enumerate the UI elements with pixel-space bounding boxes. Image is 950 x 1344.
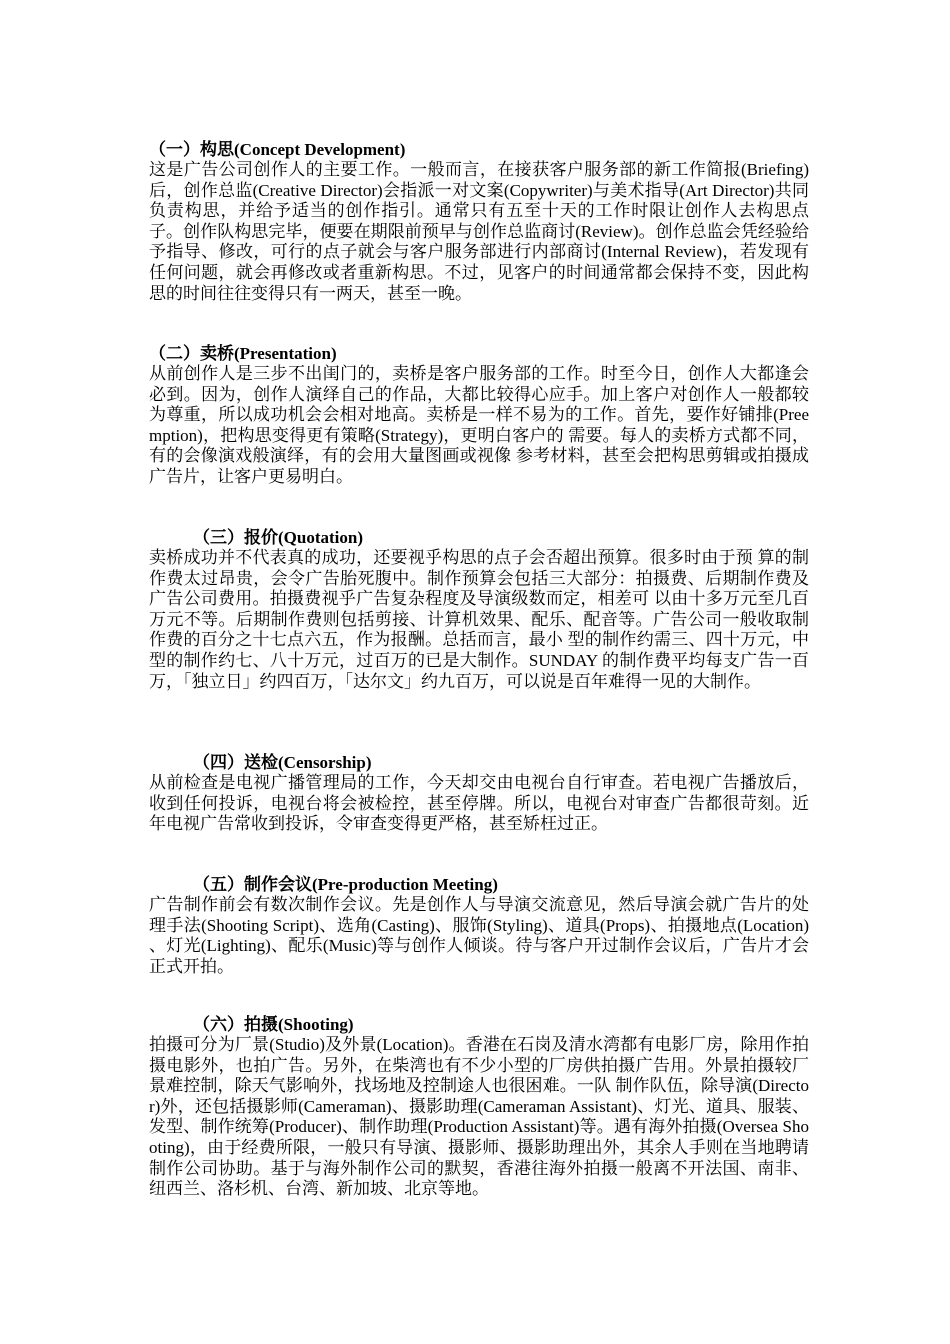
section-presentation bbox=[149, 343, 809, 488]
section-heading: （六）拍摄(Shooting) bbox=[193, 1015, 354, 1034]
section-body: 从前检查是电视广播管理局的工作，今天却交由电视台自行审查。若电视广告播放后，收到任何投诉，电视台将会被检控，甚至停牌。所以，电视台对审查广告都很苛刻。近年电视广告常收到投诉，令审查变得更严格，甚至矫枉过正。 bbox=[149, 773, 809, 834]
section-body: 广告制作前会有数次制作会议。先是创作人与导演交流意见，然后导演会就广告片的处理手法(Shooting Script)、选角(Casting)、服饰(Styling)、道具(Props)、拍摄地点(Location) 、灯光(Lighting)、配乐(Music)等与创作人倾谈。待与客户开过制作会议后，广告片才会正式开拍。 bbox=[149, 895, 809, 976]
section-body: 这是广告公司创作人的主要工作。一般而言，在接获客户服务部的新工作简报(Briefing)后，创作总监(Creative Director)会指派一对文案(Copywriter)与美术指导(Art Director)共同负责构思，并给予适当的创作指引。通常只有五至十天的工作时限让创作人去构思点子。创作队构思完毕，便要在期限前预早与创作总监商讨(Review)。创作总监会凭经验给予指导、修改，可行的点子就会与客户服务部进行内部商讨(Internal Review)，若发现有任何问题，就会再修改或者重新构思。不过，见客户的时间通常都会保持不变，因此构思的时间往往变得只有一两天，甚至一晚。 bbox=[149, 160, 809, 303]
section-quotation bbox=[149, 527, 809, 692]
section-concept-development bbox=[149, 139, 809, 304]
section-heading: （二）卖桥(Presentation) bbox=[149, 344, 337, 363]
section-heading: （五）制作会议(Pre-production Meeting) bbox=[193, 875, 498, 894]
section-body: 卖桥成功并不代表真的成功，还要视乎构思的点子会否超出预算。很多时由于预 算的制作费太过昂贵，会令广告胎死腹中。制作预算会包括三大部分：拍摄费、后期制作费及广告公司费用。拍摄费视乎广告复杂程度及导演级数而定，相差可 以由十多万元至几百万元不等。后期制作费则包括剪接、计算机效果、配乐、配音等。广告公司一般收取制作费的百分之十七点六五，作为报酬。总括而言，最小 型的制作约需三、四十万元，中型的制作约七、八十万元，过百万的已是大制作。SUNDAY 的制作费平均每支广告一百万，「独立日」约四百万，「达尔文」约九百万，可以说是百年难得一见的大制作。 bbox=[149, 548, 809, 691]
section-body: 拍摄可分为厂景(Studio)及外景(Location)。香港在石岗及清水湾都有电影厂房，除用作拍摄电影外，也拍广告。另外，在柴湾也有不少小型的厂房供拍摄广告用。外景拍摄较厂景难控制，除天气影响外，找场地及控制途人也很困难。一队 制作队伍，除导演(Director)外，还包括摄影师(Cameraman)、摄影助理(Cameraman Assistant)、灯光、道具、服装、发型、制作统筹(Producer)、制作助理(Production Assistant)等。遇有海外拍摄(Oversea Shooting)，由于经费所限，一般只有导演、摄影师、摄影助理出外，其余人手则在当地聘请制作公司协助。基于与海外制作公司的默契，香港往海外拍摄一般离不开法国、南非、纽西兰、洛杉机、台湾、新加坡、北京等地。 bbox=[149, 1035, 809, 1199]
section-heading: （三）报价(Quotation) bbox=[193, 528, 363, 547]
section-heading: （四）送检(Censorship) bbox=[193, 753, 372, 772]
section-censorship bbox=[149, 752, 809, 835]
section-heading: （一）构思(Concept Development) bbox=[149, 140, 406, 159]
section-shooting bbox=[149, 1014, 809, 1200]
section-body: 从前创作人是三步不出闺门的，卖桥是客户服务部的工作。时至今日，创作人大都逢会必到。因为，创作人演绎自己的作品，大都比较得心应手。加上客户对创作人一般都较为尊重，所以成功机会会相对地高。卖桥是一样不易为的工作。首先，要作好铺排(Preemption)，把构思变得更有策略(Strategy)，更明白客户的 需要。每人的卖桥方式都不同，有的会像演戏般演绎，有的会用大量图画或视像 参考材料，甚至会把构思剪辑或拍摄成广告片，让客户更易明白。 bbox=[149, 364, 809, 486]
section-pre-production-meeting bbox=[149, 874, 809, 977]
